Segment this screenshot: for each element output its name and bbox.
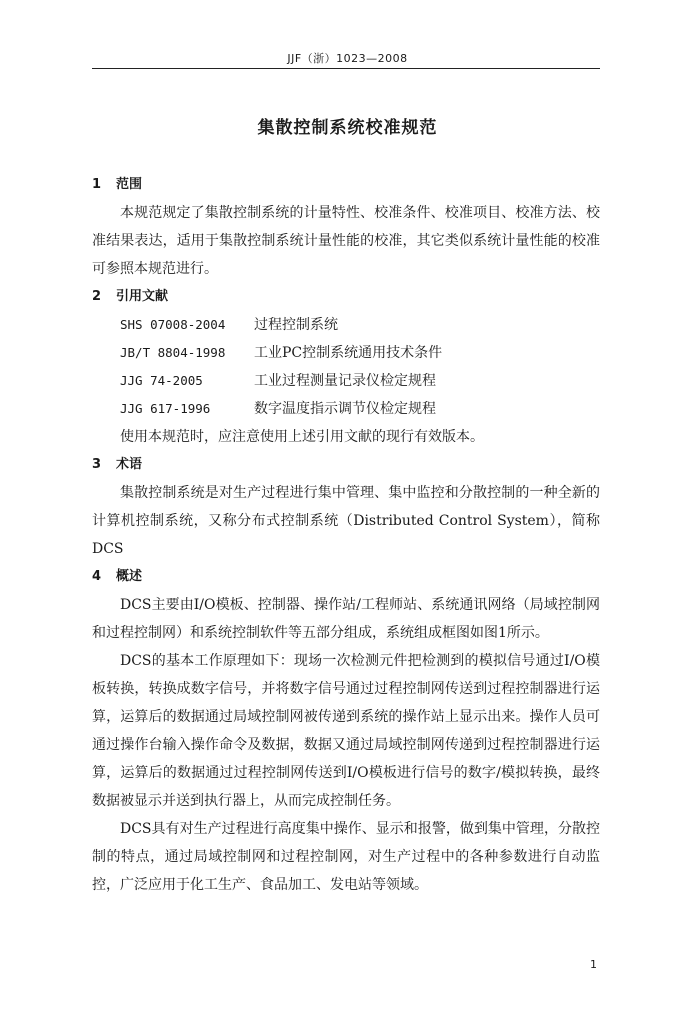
- overview-paragraph-1: DCS主要由I/O模板、控制器、操作站/工程师站、系统通讯网络（局域控制网和过程控制网）和系统控制软件等五部分组成，系统组成框图如图1所示。: [92, 597, 600, 641]
- overview-paragraph-3: DCS具有对生产过程进行高度集中操作、显示和报警，做到集中管理，分散控制的特点，通过局域控制网和过程控制网，对生产过程中的各种参数进行自动监控，广泛应用于化工生产、食品加工、发电站等领域。: [92, 821, 600, 893]
- section-heading-overview: [92, 563, 600, 591]
- section-number: 4: [92, 569, 102, 584]
- terms-paragraph: 集散控制系统是对生产过程进行集中管理、集中监控和分散控制的一种全新的计算机控制系统，又称分布式控制系统（Distributed Control System），简称DCS: [92, 485, 600, 557]
- document-title: 集散控制系统校准规范: [257, 118, 438, 138]
- references-note: 使用本规范时，应注意使用上述引用文献的现行有效版本。: [120, 429, 484, 445]
- reference-code: JB/T 8804-1998: [120, 345, 226, 360]
- reference-item: [92, 339, 600, 367]
- section-number: 3: [92, 457, 102, 472]
- reference-item: [92, 395, 600, 423]
- reference-code: JJG 617-1996: [120, 401, 211, 416]
- reference-name: 工业过程测量记录仪检定规程: [254, 373, 436, 389]
- section-heading-terms: [92, 451, 600, 479]
- section-number: 2: [92, 289, 102, 304]
- reference-item: [92, 311, 600, 339]
- scope-paragraph: 本规范规定了集散控制系统的计量特性、校准条件、校准项目、校准方法、校准结果表达，适用于集散控制系统计量性能的校准，其它类似系统计量性能的校准可参照本规范进行。: [92, 205, 600, 277]
- reference-name: 工业PC控制系统通用技术条件: [254, 345, 443, 361]
- reference-name: 过程控制系统: [254, 317, 338, 333]
- section-heading-references: [92, 283, 600, 311]
- section-heading-scope: [92, 171, 600, 199]
- header-rule: [92, 68, 600, 69]
- reference-name: 数字温度指示调节仪检定规程: [254, 401, 436, 417]
- section-number: 1: [92, 177, 102, 192]
- section-title: 概述: [116, 569, 143, 584]
- reference-code: JJG 74-2005: [120, 373, 203, 388]
- section-title: 范围: [116, 177, 143, 192]
- overview-paragraph-2: DCS的基本工作原理如下：现场一次检测元件把检测到的模拟信号通过I/O模板转换，转换成数字信号，并将数字信号通过过程控制网传送到过程控制器进行运算，运算后的数据通过局域控制网被传递到系统的操作站上显示出来。操作人员可通过操作台输入操作命令及数据，数据又通过局域控制网传递到过程控制器进行运算，运算后的数据通过过程控制网传送到I/O模板进行信号的数字/模拟转换，最终数据被显示并送到执行器上，从而完成控制任务。: [92, 653, 600, 809]
- reference-item: [92, 367, 600, 395]
- page-number: 1: [590, 958, 597, 971]
- reference-code: SHS 07008-2004: [120, 317, 226, 332]
- document-body: [92, 171, 600, 899]
- section-title: 引用文献: [116, 289, 169, 304]
- document-code-header: JJF（浙）1023—2008: [287, 52, 408, 65]
- section-title: 术语: [116, 457, 143, 472]
